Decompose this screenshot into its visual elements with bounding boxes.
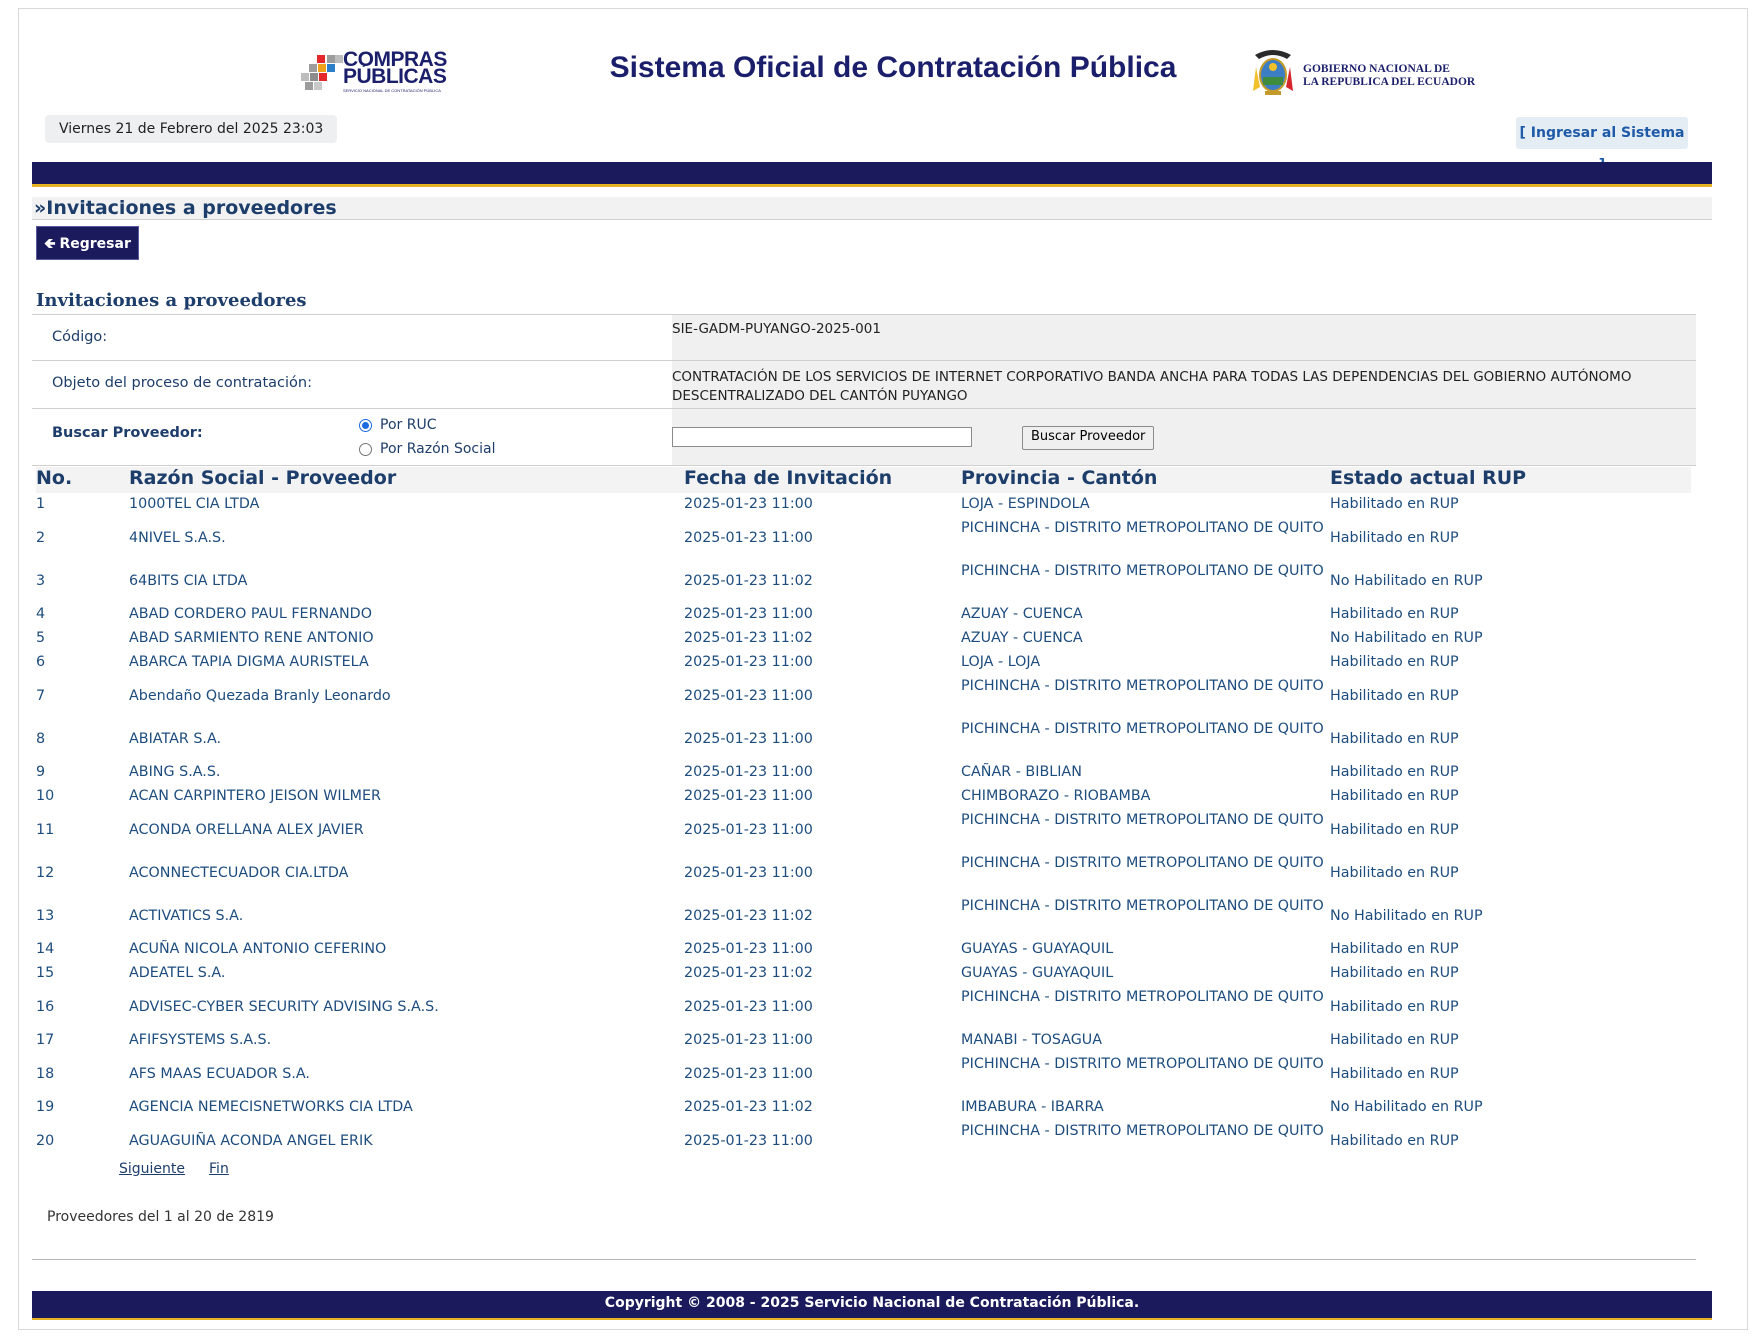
- cell-no: 7: [36, 688, 46, 704]
- cell-fecha: 2025-01-23 11:00: [684, 496, 813, 512]
- cell-no: 9: [36, 764, 46, 780]
- table-row: [36, 785, 1696, 809]
- cell-estado: Habilitado en RUP: [1330, 788, 1459, 804]
- cell-fecha: 2025-01-23 11:00: [684, 530, 813, 546]
- pagination: [119, 1161, 253, 1177]
- cell-no: 1: [36, 496, 46, 512]
- cell-fecha: 2025-01-23 11:00: [684, 731, 813, 747]
- cell-no: 14: [36, 941, 55, 957]
- header-fecha: Fecha de Invitación: [684, 467, 893, 489]
- cell-razon: ABING S.A.S.: [129, 764, 221, 780]
- cell-estado: Habilitado en RUP: [1330, 822, 1459, 838]
- header-razon-social: Razón Social - Proveedor: [129, 467, 397, 489]
- footer: Copyright © 2008 - 2025 Servicio Nacional de Contratación Pública.: [32, 1291, 1712, 1320]
- cell-estado: No Habilitado en RUP: [1330, 573, 1483, 589]
- cell-estado: Habilitado en RUP: [1330, 731, 1459, 747]
- cell-provincia: PICHINCHA - DISTRITO METROPOLITANO DE QUITO: [961, 1123, 1324, 1139]
- cell-estado: Habilitado en RUP: [1330, 530, 1459, 546]
- last-page-link[interactable]: Fin: [209, 1161, 229, 1177]
- cell-estado: Habilitado en RUP: [1330, 999, 1459, 1015]
- cell-estado: Habilitado en RUP: [1330, 865, 1459, 881]
- cell-razon: 4NIVEL S.A.S.: [129, 530, 226, 546]
- cell-provincia: AZUAY - CUENCA: [961, 606, 1083, 622]
- cell-razon: ADEATEL S.A.: [129, 965, 226, 981]
- site-title: Sistema Oficial de Contratación Pública: [609, 51, 1177, 84]
- page-subtitle: Invitaciones a proveedores: [36, 290, 307, 311]
- gobierno-text: GOBIERNO NACIONAL DE LA REPUBLICA DEL ECUADOR: [1303, 63, 1476, 88]
- cell-provincia: PICHINCHA - DISTRITO METROPOLITANO DE QUITO: [961, 855, 1324, 871]
- cell-razon: ADVISEC-CYBER SECURITY ADVISING S.A.S.: [129, 999, 439, 1015]
- table-header: [36, 467, 1691, 493]
- cell-fecha: 2025-01-23 11:02: [684, 1099, 813, 1115]
- table-row: [36, 938, 1696, 962]
- table-row: [36, 809, 1696, 852]
- cell-no: 13: [36, 908, 55, 924]
- login-button[interactable]: [ Ingresar al Sistema: [1516, 117, 1688, 149]
- cell-no: 18: [36, 1066, 55, 1082]
- radio-razon-label: Por Razón Social: [380, 441, 496, 457]
- cell-fecha: 2025-01-23 11:00: [684, 1032, 813, 1048]
- table-body: [36, 493, 1696, 1163]
- cell-razon: AFIFSYSTEMS S.A.S.: [129, 1032, 272, 1048]
- cell-razon: 1000TEL CIA LTDA: [129, 496, 260, 512]
- cell-fecha: 2025-01-23 11:00: [684, 764, 813, 780]
- cell-estado: Habilitado en RUP: [1330, 496, 1459, 512]
- cell-no: 2: [36, 530, 46, 546]
- cell-no: 5: [36, 630, 46, 646]
- cell-razon: ABARCA TAPIA DIGMA AURISTELA: [129, 654, 369, 670]
- cell-provincia: IMBABURA - IBARRA: [961, 1099, 1104, 1115]
- cell-razon: AFS MAAS ECUADOR S.A.: [129, 1066, 310, 1082]
- cell-estado: Habilitado en RUP: [1330, 965, 1459, 981]
- table-row: [36, 627, 1696, 651]
- table-row: [36, 560, 1696, 603]
- cell-fecha: 2025-01-23 11:00: [684, 606, 813, 622]
- radio-ruc-label: Por RUC: [380, 417, 437, 433]
- cell-razon: ACAN CARPINTERO JEISON WILMER: [129, 788, 381, 804]
- header-provincia: Provincia - Cantón: [961, 467, 1158, 489]
- divider: [32, 1259, 1696, 1260]
- cell-provincia: MANABI - TOSAGUA: [961, 1032, 1103, 1048]
- ecuador-coat-of-arms-icon: [1251, 47, 1295, 97]
- search-form: [32, 409, 1696, 465]
- cell-fecha: 2025-01-23 11:00: [684, 688, 813, 704]
- back-arrow-icon: 🡸: [44, 236, 56, 252]
- cell-fecha: 2025-01-23 11:02: [684, 630, 813, 646]
- table-row: [36, 1096, 1696, 1120]
- cell-provincia: PICHINCHA - DISTRITO METROPOLITANO DE QUITO: [961, 721, 1324, 737]
- objeto-label: Objeto del proceso de contratación:: [52, 375, 312, 391]
- cell-no: 19: [36, 1099, 55, 1115]
- cell-estado: No Habilitado en RUP: [1330, 630, 1483, 646]
- cell-fecha: 2025-01-23 11:00: [684, 654, 813, 670]
- cell-razon: AGUAGUIÑA ACONDA ANGEL ERIK: [129, 1133, 373, 1149]
- current-date: Viernes 21 de Febrero del 2025 23:03: [45, 115, 337, 143]
- cell-provincia: AZUAY - CUENCA: [961, 630, 1083, 646]
- cell-razon: AGENCIA NEMECISNETWORKS CIA LTDA: [129, 1099, 413, 1115]
- cell-razon: ACTIVATICS S.A.: [129, 908, 244, 924]
- table-row: [36, 675, 1696, 718]
- cell-estado: Habilitado en RUP: [1330, 764, 1459, 780]
- codigo-label: Código:: [52, 329, 108, 345]
- radio-por-razon-social[interactable]: [359, 441, 495, 457]
- cell-provincia: PICHINCHA - DISTRITO METROPOLITANO DE QUITO: [961, 989, 1324, 1005]
- cell-provincia: PICHINCHA - DISTRITO METROPOLITANO DE QUITO: [961, 812, 1324, 828]
- cell-no: 15: [36, 965, 55, 981]
- cell-razon: ABAD SARMIENTO RENE ANTONIO: [129, 630, 374, 646]
- cell-estado: Habilitado en RUP: [1330, 688, 1459, 704]
- cell-estado: Habilitado en RUP: [1330, 654, 1459, 670]
- table-row: [36, 761, 1696, 785]
- cell-razon: ABAD CORDERO PAUL FERNANDO: [129, 606, 372, 622]
- cell-fecha: 2025-01-23 11:02: [684, 908, 813, 924]
- cell-no: 6: [36, 654, 46, 670]
- cell-no: 10: [36, 788, 55, 804]
- section-title: »Invitaciones a proveedores: [32, 197, 1712, 220]
- cell-fecha: 2025-01-23 11:00: [684, 941, 813, 957]
- cell-no: 3: [36, 573, 46, 589]
- table-row: [36, 603, 1696, 627]
- cell-estado: Habilitado en RUP: [1330, 1066, 1459, 1082]
- cell-estado: Habilitado en RUP: [1330, 1133, 1459, 1149]
- cell-fecha: 2025-01-23 11:02: [684, 965, 813, 981]
- cell-fecha: 2025-01-23 11:00: [684, 865, 813, 881]
- table-row: [36, 493, 1696, 517]
- cell-estado: No Habilitado en RUP: [1330, 908, 1483, 924]
- cell-estado: Habilitado en RUP: [1330, 606, 1459, 622]
- cell-no: 16: [36, 999, 55, 1015]
- logo-subtext: SERVICIO NACIONAL DE CONTRATACIÓN PÚBLICA: [343, 88, 441, 93]
- header-no: No.: [36, 467, 73, 489]
- cell-provincia: CHIMBORAZO - RIOBAMBA: [961, 788, 1151, 804]
- cell-provincia: LOJA - ESPINDOLA: [961, 496, 1090, 512]
- objeto-row: [32, 361, 1696, 409]
- results-count: Proveedores del 1 al 20 de 2819: [47, 1209, 274, 1225]
- cell-no: 12: [36, 865, 55, 881]
- codigo-row: [32, 315, 1696, 361]
- table-row: [36, 895, 1696, 938]
- search-row: [32, 409, 1696, 466]
- process-info: [32, 314, 1696, 466]
- cell-provincia: PICHINCHA - DISTRITO METROPOLITANO DE QUITO: [961, 678, 1324, 694]
- objeto-value: CONTRATACIÓN DE LOS SERVICIOS DE INTERNET CORPORATIVO BANDA ANCHA PARA TODAS LAS DEPENDENCIAS DEL GOBIERNO AUTÓNOMO DESCENTRALIZADO DEL CANTÓN PUYANGO: [672, 361, 1696, 408]
- codigo-value: SIE-GADM-PUYANGO-2025-001: [672, 315, 1696, 360]
- cell-fecha: 2025-01-23 11:00: [684, 1066, 813, 1082]
- cell-estado: Habilitado en RUP: [1330, 941, 1459, 957]
- cell-razon: ACONDA ORELLANA ALEX JAVIER: [129, 822, 364, 838]
- table-row: [36, 517, 1696, 560]
- cell-no: 20: [36, 1133, 55, 1149]
- table-row: [36, 1120, 1696, 1163]
- table-row: [36, 718, 1696, 761]
- table-row: [36, 852, 1696, 895]
- table-row: [36, 651, 1696, 675]
- cell-estado: Habilitado en RUP: [1330, 1032, 1459, 1048]
- cell-no: 8: [36, 731, 46, 747]
- cell-provincia: GUAYAS - GUAYAQUIL: [961, 965, 1114, 981]
- header-estado: Estado actual RUP: [1330, 467, 1527, 489]
- radio-por-ruc[interactable]: [359, 417, 436, 433]
- search-label: Buscar Proveedor:: [52, 425, 203, 441]
- cell-razon: Abendaño Quezada Branly Leonardo: [129, 688, 391, 704]
- cell-no: 11: [36, 822, 55, 838]
- table-row: [36, 986, 1696, 1029]
- gobierno-logo: [1251, 41, 1481, 101]
- logo-text: COMPRAS PÚBLICAS: [343, 48, 447, 88]
- search-input[interactable]: [672, 427, 972, 447]
- cell-estado: No Habilitado en RUP: [1330, 1099, 1483, 1115]
- cell-provincia: PICHINCHA - DISTRITO METROPOLITANO DE QUITO: [961, 520, 1324, 536]
- cell-razon: ACUÑA NICOLA ANTONIO CEFERINO: [129, 941, 387, 957]
- cell-provincia: PICHINCHA - DISTRITO METROPOLITANO DE QUITO: [961, 1056, 1324, 1072]
- cell-provincia: GUAYAS - GUAYAQUIL: [961, 941, 1114, 957]
- back-button[interactable]: [36, 226, 139, 260]
- cell-provincia: PICHINCHA - DISTRITO METROPOLITANO DE QUITO: [961, 898, 1324, 914]
- cell-provincia: LOJA - LOJA: [961, 654, 1041, 670]
- cell-fecha: 2025-01-23 11:00: [684, 1133, 813, 1149]
- radio-razon-icon[interactable]: [359, 443, 372, 456]
- cell-no: 17: [36, 1032, 55, 1048]
- search-button[interactable]: Buscar Proveedor: [1022, 426, 1154, 450]
- cell-no: 4: [36, 606, 46, 622]
- cell-fecha: 2025-01-23 11:00: [684, 788, 813, 804]
- next-page-link[interactable]: Siguiente: [119, 1161, 186, 1177]
- page: [18, 8, 1748, 1330]
- back-button-label: Regresar: [59, 236, 131, 252]
- cell-fecha: 2025-01-23 11:00: [684, 999, 813, 1015]
- results-table: [36, 467, 1696, 1163]
- cell-fecha: 2025-01-23 11:00: [684, 822, 813, 838]
- cell-razon: ACONNECTECUADOR CIA.LTDA: [129, 865, 349, 881]
- cell-razon: ABIATAR S.A.: [129, 731, 222, 747]
- cell-razon: 64BITS CIA LTDA: [129, 573, 248, 589]
- cell-provincia: PICHINCHA - DISTRITO METROPOLITANO DE QUITO: [961, 563, 1324, 579]
- radio-ruc-icon[interactable]: [359, 419, 372, 432]
- navbar: [32, 162, 1712, 187]
- cell-provincia: CAÑAR - BIBLIAN: [961, 764, 1082, 780]
- table-row: [36, 1029, 1696, 1053]
- cell-fecha: 2025-01-23 11:02: [684, 573, 813, 589]
- table-row: [36, 1053, 1696, 1096]
- table-row: [36, 962, 1696, 986]
